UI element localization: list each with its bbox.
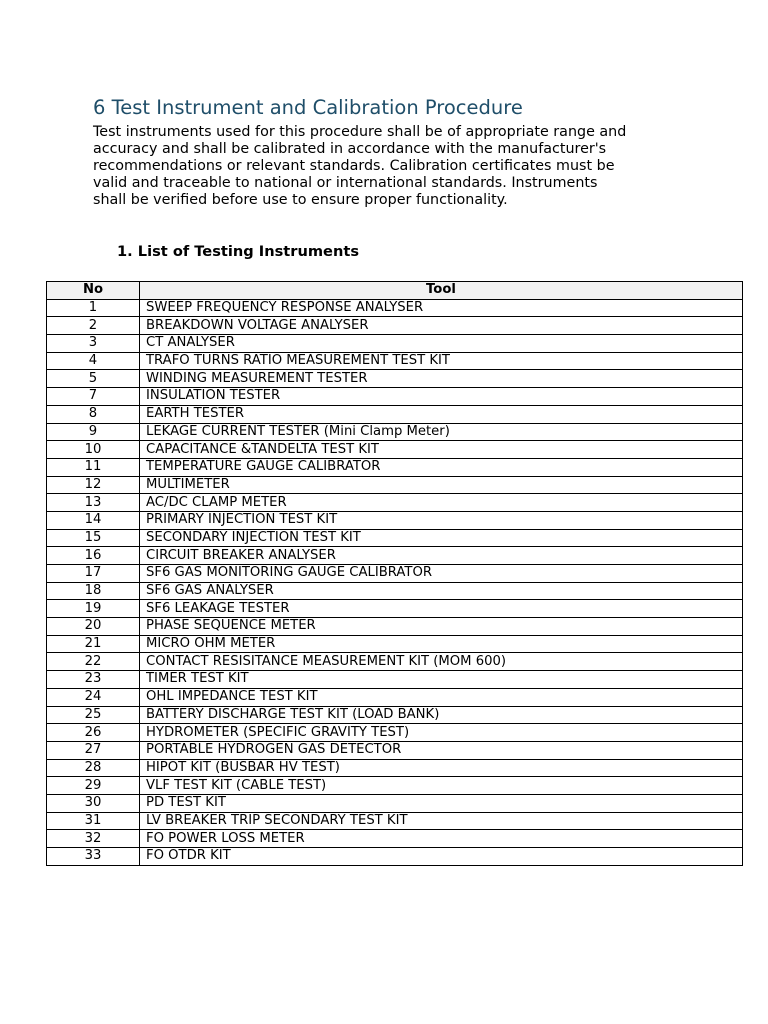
table-row [47,618,743,636]
table-row [47,635,743,653]
row-number-cell: 9 [47,423,140,441]
table-row [47,848,743,866]
column-header-no: No [47,282,140,300]
row-number-cell: 30 [47,794,140,812]
row-number-cell: 19 [47,600,140,618]
tool-name-cell: INSULATION TESTER [140,388,743,406]
intro-paragraph [93,124,693,209]
table-row [47,299,743,317]
tool-name-cell: TRAFO TURNS RATIO MEASUREMENT TEST KIT [140,352,743,370]
table-row [47,794,743,812]
row-number-cell: 33 [47,848,140,866]
table-row [47,812,743,830]
tool-name-cell: SF6 GAS MONITORING GAUGE CALIBRATOR [140,565,743,583]
row-number-cell: 31 [47,812,140,830]
row-number-cell: 4 [47,352,140,370]
table-row [47,688,743,706]
row-number-cell: 32 [47,830,140,848]
table-row [47,441,743,459]
row-number-cell: 27 [47,741,140,759]
row-number-cell: 22 [47,653,140,671]
tool-name-cell: TIMER TEST KIT [140,671,743,689]
paragraph-line: accuracy and shall be calibrated in accordance with the manufacturer's [93,141,607,157]
row-number-cell: 8 [47,405,140,423]
table-row [47,706,743,724]
table-row [47,423,743,441]
row-number-cell: 25 [47,706,140,724]
row-number-cell: 2 [47,317,140,335]
table-row [47,476,743,494]
tool-name-cell: PRIMARY INJECTION TEST KIT [140,511,743,529]
table-row [47,653,743,671]
row-number-cell: 24 [47,688,140,706]
table-row [47,830,743,848]
paragraph-line: shall be verified before use to ensure proper functionality. [93,192,508,208]
column-header-tool: Tool [140,282,743,300]
table-row [47,759,743,777]
row-number-cell: 12 [47,476,140,494]
tool-name-cell: SF6 LEAKAGE TESTER [140,600,743,618]
table-row [47,405,743,423]
row-number-cell: 1 [47,299,140,317]
paragraph-line: valid and traceable to national or international standards. Instruments [93,175,598,191]
row-number-cell: 20 [47,618,140,636]
table-header-row [47,282,743,300]
tool-name-cell: CAPACITANCE &TANDELTA TEST KIT [140,441,743,459]
tool-name-cell: FO OTDR KIT [140,848,743,866]
section-heading: 6 Test Instrument and Calibration Procedure [93,96,523,119]
tool-name-cell: CONTACT RESISITANCE MEASUREMENT KIT (MOM 600) [140,653,743,671]
table-row [47,317,743,335]
row-number-cell: 13 [47,494,140,512]
table-row [47,352,743,370]
tool-name-cell: LEKAGE CURRENT TESTER (Mini Clamp Meter) [140,423,743,441]
row-number-cell: 16 [47,547,140,565]
tool-name-cell: FO POWER LOSS METER [140,830,743,848]
table-row [47,565,743,583]
table-row [47,724,743,742]
table-row [47,671,743,689]
tool-name-cell: SWEEP FREQUENCY RESPONSE ANALYSER [140,299,743,317]
row-number-cell: 10 [47,441,140,459]
tool-name-cell: CIRCUIT BREAKER ANALYSER [140,547,743,565]
row-number-cell: 23 [47,671,140,689]
row-number-cell: 7 [47,388,140,406]
tool-name-cell: VLF TEST KIT (CABLE TEST) [140,777,743,795]
tool-name-cell: BREAKDOWN VOLTAGE ANALYSER [140,317,743,335]
list-subheading: 1. List of Testing Instruments [117,243,360,260]
row-number-cell: 21 [47,635,140,653]
paragraph-line: recommendations or relevant standards. Calibration certificates must be [93,158,615,174]
row-number-cell: 11 [47,458,140,476]
tool-name-cell: SECONDARY INJECTION TEST KIT [140,529,743,547]
row-number-cell: 18 [47,582,140,600]
instrument-table [46,281,743,866]
row-number-cell: 17 [47,565,140,583]
tool-name-cell: CT ANALYSER [140,335,743,353]
tool-name-cell: SF6 GAS ANALYSER [140,582,743,600]
table-row [47,458,743,476]
paragraph-line: Test instruments used for this procedure shall be of appropriate range and [93,124,627,140]
row-number-cell: 5 [47,370,140,388]
instrument-table-body [47,299,743,865]
table-row [47,741,743,759]
tool-name-cell: EARTH TESTER [140,405,743,423]
tool-name-cell: MULTIMETER [140,476,743,494]
table-row [47,600,743,618]
tool-name-cell: AC/DC CLAMP METER [140,494,743,512]
table-row [47,582,743,600]
tool-name-cell: HIPOT KIT (BUSBAR HV TEST) [140,759,743,777]
tool-name-cell: OHL IMPEDANCE TEST KIT [140,688,743,706]
table-row [47,370,743,388]
tool-name-cell: WINDING MEASUREMENT TESTER [140,370,743,388]
row-number-cell: 3 [47,335,140,353]
tool-name-cell: PORTABLE HYDROGEN GAS DETECTOR [140,741,743,759]
tool-name-cell: BATTERY DISCHARGE TEST KIT (LOAD BANK) [140,706,743,724]
row-number-cell: 14 [47,511,140,529]
tool-name-cell: LV BREAKER TRIP SECONDARY TEST KIT [140,812,743,830]
tool-name-cell: HYDROMETER (SPECIFIC GRAVITY TEST) [140,724,743,742]
table-row [47,388,743,406]
tool-name-cell: TEMPERATURE GAUGE CALIBRATOR [140,458,743,476]
row-number-cell: 29 [47,777,140,795]
table-row [47,335,743,353]
tool-name-cell: PD TEST KIT [140,794,743,812]
row-number-cell: 26 [47,724,140,742]
row-number-cell: 15 [47,529,140,547]
table-row [47,777,743,795]
table-row [47,529,743,547]
table-row [47,511,743,529]
table-row [47,547,743,565]
tool-name-cell: MICRO OHM METER [140,635,743,653]
tool-name-cell: PHASE SEQUENCE METER [140,618,743,636]
row-number-cell: 28 [47,759,140,777]
table-row [47,494,743,512]
